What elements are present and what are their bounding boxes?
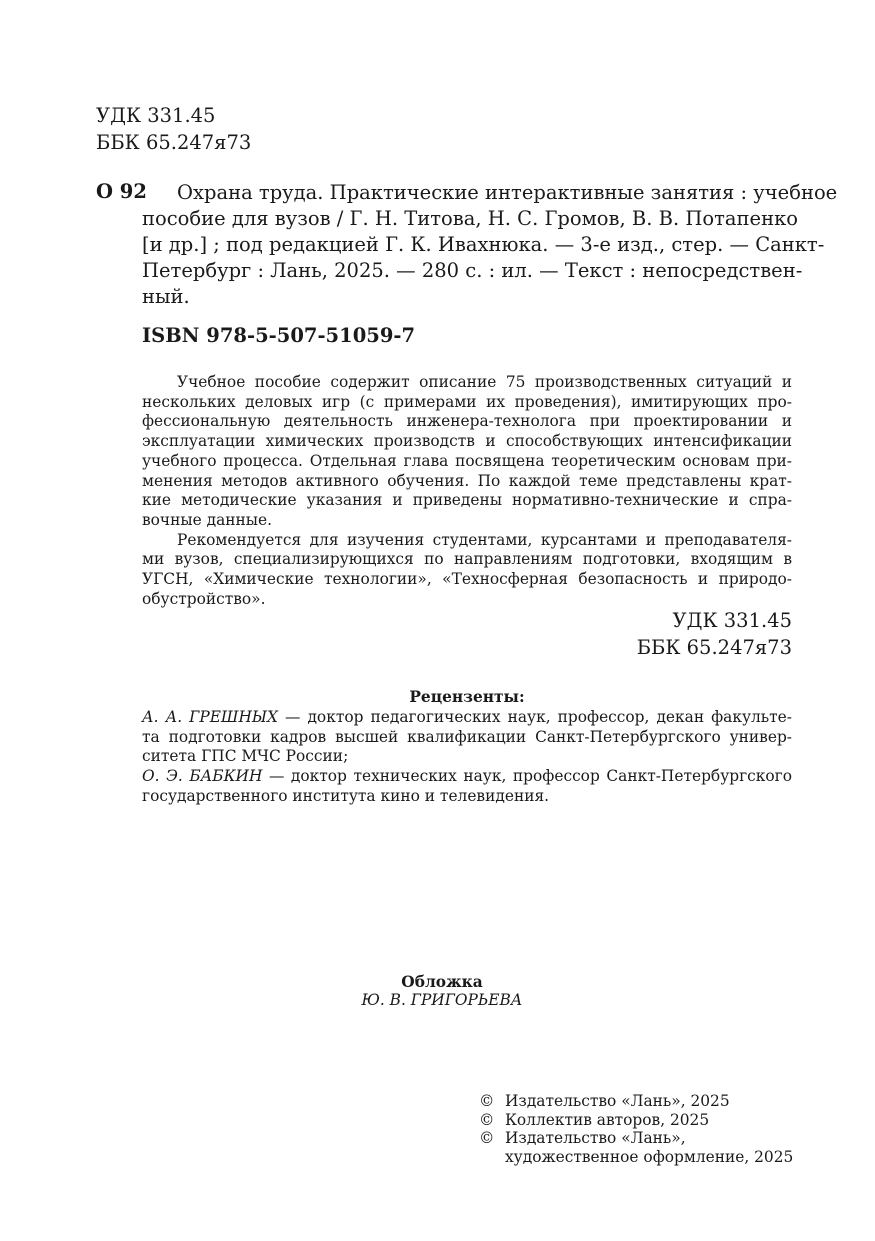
bib-line: пособие для вузов / Г. Н. Титова, Н. С. Громов, В. В. Потапенко: [142, 207, 798, 230]
reviewers-list: [142, 708, 792, 807]
reviewer-1-line: ситета ГПС МЧС России;: [142, 747, 349, 766]
author-sign: О 92: [96, 180, 147, 203]
annotation-line: ми вузов, специализирующихся по направлениям подготовки, входящим в: [142, 550, 792, 569]
udk-code-top: УДК 331.45: [96, 104, 216, 127]
reviewer-2-name: О. Э. БАБКИН: [142, 767, 263, 786]
annotation-line: кие методические указания и приведены нормативно-технические и спра-: [142, 491, 792, 510]
reviewer-2-line: государственного института кино и телевидения.: [142, 786, 550, 805]
codes-bottom: [637, 607, 792, 661]
copyright-icon: ©: [479, 1129, 495, 1147]
bib-line: ный.: [142, 285, 190, 308]
bibliographic-description: [142, 180, 838, 310]
isbn: ISBN 978-5-507-51059-7: [142, 324, 416, 347]
bib-line: Охрана труда. Практические интерактивные занятия : учебное: [177, 181, 838, 204]
copyright-icon: ©: [479, 1110, 495, 1129]
annotation-line: нескольких деловых игр (с примерами их проведения), имитирующих про-: [142, 392, 792, 411]
bib-line: [и др.] ; под редакцией Г. К. Ивахнюка. — 3-е изд., стер. — Санкт-: [142, 233, 825, 256]
annotation: [142, 373, 792, 609]
copyright-line-1: © Издательство «Лань», 2025: [479, 1092, 730, 1110]
cover-author: Ю. В. ГРИГОРЬЕВА: [361, 991, 523, 1009]
reviewer-1-name: А. А. ГРЕШНЫХ: [142, 708, 279, 726]
copyright-line-2: © Коллектив авторов, 2025: [479, 1110, 710, 1129]
copyright-block: [479, 1092, 793, 1166]
bbk-code-bottom: ББК 65.247я73: [636, 636, 792, 659]
annotation-line: Учебное пособие содержит описание 75 производственных ситуаций и: [177, 373, 792, 391]
annotation-line: менения методов активного обучения. По каждой теме представлены крат-: [142, 471, 792, 490]
annotation-line: обустройство».: [142, 589, 266, 608]
reviewers-title: Рецензенты:: [409, 688, 525, 706]
annotation-line: Рекомендуется для изучения студентами, курсантами и преподавателя-: [177, 530, 792, 549]
copyright-line-4: художественное оформление, 2025: [505, 1147, 794, 1166]
annotation-line: вочные данные.: [142, 510, 273, 529]
copyright-icon: ©: [479, 1092, 495, 1110]
annotation-line: фессиональную деятельность инженера-технолога при проектировании и: [142, 412, 792, 431]
reviewer-2-line: О. Э. БАБКИН — доктор технических наук, профессор Санкт-Петербургского: [142, 767, 793, 786]
annotation-line: эксплуатации химических производств и способствующих интенсификации: [142, 432, 792, 451]
bbk-code-top: ББК 65.247я73: [96, 131, 252, 154]
udk-code-bottom: УДК 331.45: [672, 609, 792, 632]
copyright-line-3: © Издательство «Лань»,: [479, 1129, 686, 1147]
cover-title: Обложка: [401, 973, 483, 991]
annotation-line: учебного процесса. Отдельная глава посвящена теоретическим основам при-: [142, 451, 792, 470]
bib-line: Петербург : Лань, 2025. — 280 с. : ил. — Текст : непосредствен-: [142, 259, 803, 282]
reviewer-1-line: А. А. ГРЕШНЫХ — доктор педагогических наук, профессор, декан факульте-: [142, 708, 792, 726]
annotation-line: УГСН, «Химические технологии», «Техносферная безопасность и природо-: [142, 570, 792, 589]
reviewer-1-line: та подготовки кадров высшей квалификации Санкт-Петербургского универ-: [142, 727, 792, 746]
